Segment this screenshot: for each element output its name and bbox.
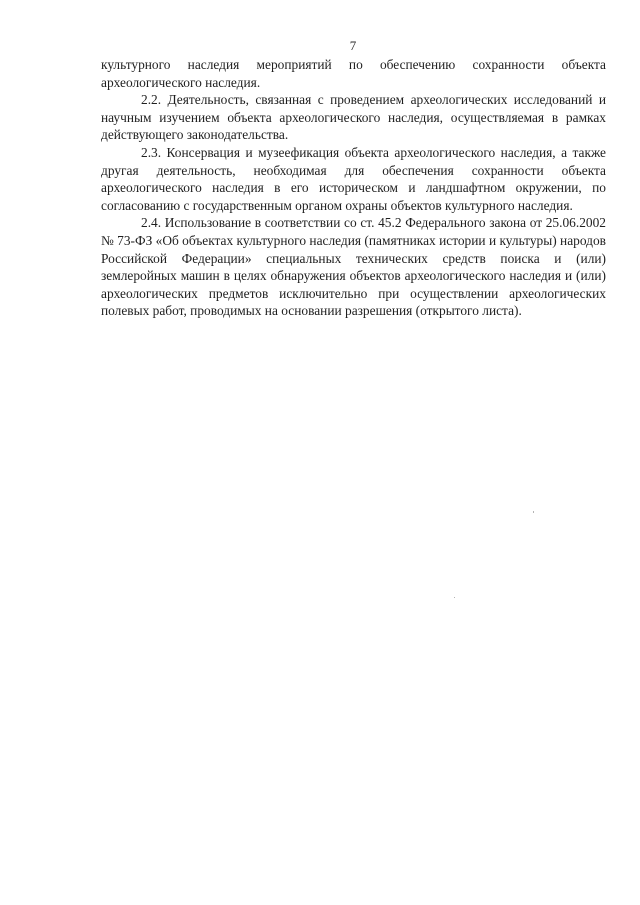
paragraph-2-2: 2.2. Деятельность, связанная с проведением археологических исследований и научным изучением объекта археологического наследия, осуществляемая в рамках действующего законодательства. [101, 92, 606, 143]
scan-speck [533, 511, 534, 513]
paragraph-2-4: 2.4. Использование в соответствии со ст. 45.2 Федерального закона от 25.06.2002 № 73-ФЗ «Об объектах культурного наследия (памятниках истории и культуры) народов Российской Федерации» специальных технических средств поиска и (или) землеройных машин в целях обнаружения объектов археологического наследия и (или) археологических предметов исключительно при осуществлении археологических полевых работ, проводимых на основании разрешения (открытого листа). [101, 215, 606, 319]
document-body [101, 56, 606, 320]
scan-speck [454, 597, 455, 598]
page-number: 7 [349, 38, 357, 53]
paragraph-2-3: 2.3. Консервация и музеефикация объекта археологического наследия, а также другая деятельность, необходимая для обеспечения сохранности объекта археологического наследия в его историческом и ландшафтном окружении, по согласованию с государственным органом охраны объектов культурного наследия. [101, 144, 606, 213]
paragraph-continuation: культурного наследия мероприятий по обеспечению сохранности объекта археологического наследия. [101, 57, 606, 90]
